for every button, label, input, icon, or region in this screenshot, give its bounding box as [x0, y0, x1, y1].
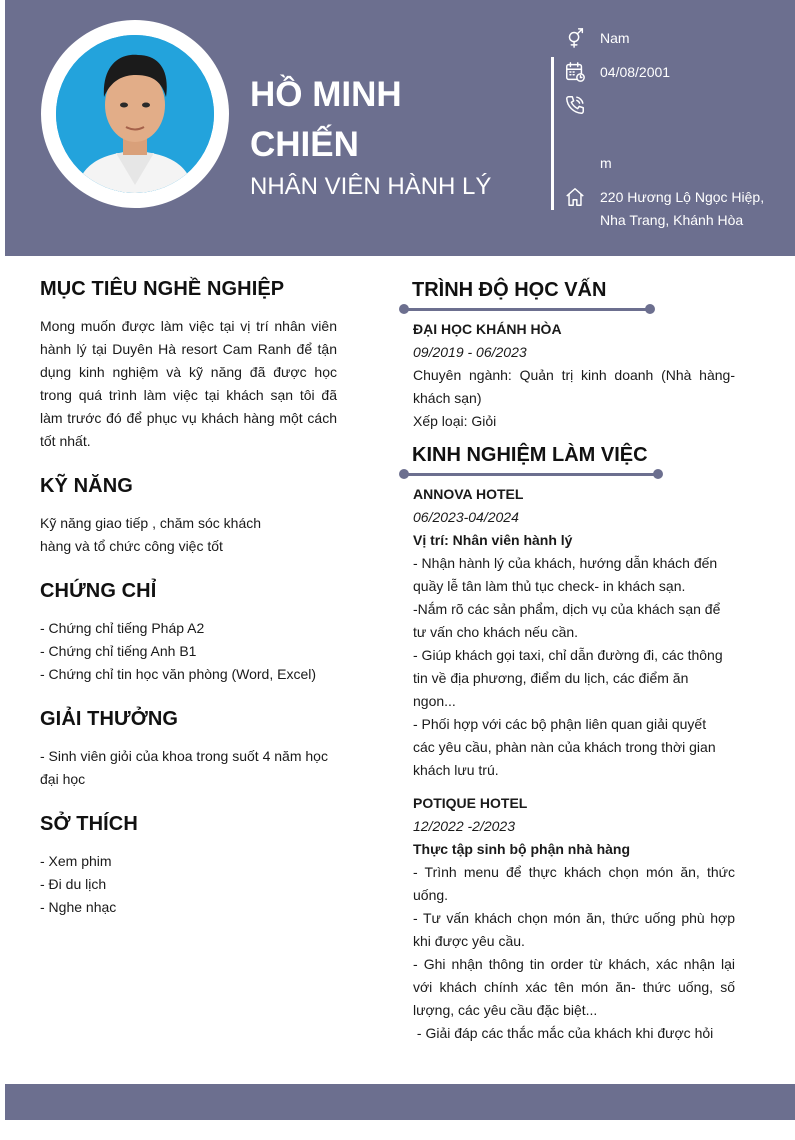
hobby-item: - Nghe nhạc	[40, 899, 117, 915]
certificate-item: - Chứng chỉ tin học văn phòng (Word, Excel)	[40, 666, 317, 682]
skills-title: KỸ NĂNG	[40, 475, 133, 497]
address-line-2: Nha Trang, Khánh Hòa	[600, 212, 744, 228]
left-column	[40, 278, 337, 941]
job-duty: - Tư vấn khách chọn món ăn, thức uống phù hợp khi được yêu cầu.	[413, 910, 735, 949]
certificate-item: - Chứng chỉ tiếng Anh B1	[40, 643, 197, 659]
job-entry	[413, 483, 735, 782]
gender-text: Nam	[600, 30, 630, 46]
skills-line-1: Kỹ năng giao tiếp , chăm sóc khách	[40, 515, 262, 531]
job-duty: - Giải đáp các thắc mắc của khách khi được hỏi	[413, 1025, 714, 1041]
rule-bar	[404, 473, 658, 476]
contact-divider	[551, 57, 554, 210]
skills-section	[40, 475, 337, 558]
email-text: m	[600, 155, 612, 171]
objective-title: MỤC TIÊU NGHỀ NGHIỆP	[40, 278, 285, 300]
experience-title-rule	[399, 469, 739, 479]
hobby-item: - Xem phim	[40, 853, 112, 869]
job-company: ANNOVA HOTEL	[413, 486, 524, 502]
rule-bar	[404, 308, 650, 311]
awards-title: GIẢI THƯỞNG	[40, 708, 179, 730]
job-duty: - Giúp khách gọi taxi, chỉ dẫn đường đi, các thông tin về địa phương, điểm du lịch, các điểm ăn ngon...	[413, 647, 723, 709]
experience-section	[399, 443, 739, 1045]
education-major: Chuyên ngành: Quản trị kinh doanh (Nhà hàng-khách sạn)	[413, 367, 735, 406]
job-role: Thực tập sinh bộ phận nhà hàng	[413, 841, 631, 857]
job-role: Vị trí: Nhân viên hành lý	[413, 532, 573, 548]
education-entry	[413, 318, 735, 433]
calendar-icon	[564, 61, 586, 83]
awards-text: - Sinh viên giỏi của khoa trong suốt 4 năm học đại học	[40, 748, 328, 787]
birthdate-text: 04/08/2001	[600, 64, 671, 80]
phone-icon	[564, 94, 586, 116]
job-duty: -Nắm rõ các sản phẩm, dịch vụ của khách sạn để tư vấn cho khách nếu cần.	[413, 601, 721, 640]
footer-banner	[5, 1084, 795, 1120]
job-period: 06/2023-04/2024	[413, 509, 519, 525]
job-duty: - Ghi nhận thông tin order từ khách, xác nhận lại với khách chính xác tên món ăn- thức uống, số lượng, các yêu cầu đặc biệt...	[413, 956, 735, 1018]
hobbies-section	[40, 813, 337, 919]
objective-text: Mong muốn được làm việc tại vị trí nhân viên hành lý tại Duyên Hà resort Cam Ranh để tận dụng kinh nghiệm và kỹ năng đã được học trong quá trình làm việc tại khách sạn tôi đã làm trước đó để phục vụ khách hàng một cách tốt nhất.	[40, 318, 337, 449]
candidate-name: HỒ MINH CHIẾN	[250, 75, 402, 164]
address-text	[600, 186, 764, 232]
education-section	[399, 278, 739, 433]
experience-title: KINH NGHIỆM LÀM VIỆC	[412, 444, 648, 466]
skills-line-2: hàng và tổ chức công việc tốt	[40, 538, 223, 554]
header-banner	[5, 0, 795, 256]
job-duty: - Phối hợp với các bộ phận liên quan giải quyết các yêu cầu, phàn nàn của khách trong thời gian khách lưu trú.	[413, 716, 716, 778]
rule-dot-right	[653, 469, 663, 479]
certificate-item: - Chứng chỉ tiếng Pháp A2	[40, 620, 205, 636]
job-entry	[413, 792, 735, 1045]
job-duty: - Nhận hành lý của khách, hướng dẫn khách đến quầy lễ tân làm thủ tục check- in khách sạn.	[413, 555, 718, 594]
hobby-item: - Đi du lịch	[40, 876, 107, 892]
certificates-section	[40, 580, 337, 686]
hobbies-title: SỞ THÍCH	[40, 813, 138, 835]
right-column	[399, 278, 739, 1045]
job-duty: - Trình menu để thực khách chọn món ăn, thức uống.	[413, 864, 735, 903]
job-period: 12/2022 -2/2023	[413, 818, 515, 834]
education-period: 09/2019 - 06/2023	[413, 344, 527, 360]
objective-section	[40, 278, 337, 453]
home-icon	[564, 186, 586, 208]
address-line-1: 220 Hương Lộ Ngọc Hiệp,	[600, 189, 765, 205]
rule-dot-right	[645, 304, 655, 314]
gender-icon	[564, 27, 586, 49]
profile-photo	[56, 35, 214, 193]
certificates-title: CHỨNG CHỈ	[40, 580, 157, 602]
profile-photo-frame	[41, 20, 229, 208]
candidate-job-title: NHÂN VIÊN HÀNH LÝ	[250, 173, 492, 200]
education-title: TRÌNH ĐỘ HỌC VẤN	[412, 279, 607, 301]
education-grade: Xếp loại: Giỏi	[413, 413, 497, 429]
awards-section	[40, 708, 337, 791]
school-name: ĐẠI HỌC KHÁNH HÒA	[413, 321, 562, 337]
education-title-rule	[399, 304, 739, 314]
job-company: POTIQUE HOTEL	[413, 795, 528, 811]
